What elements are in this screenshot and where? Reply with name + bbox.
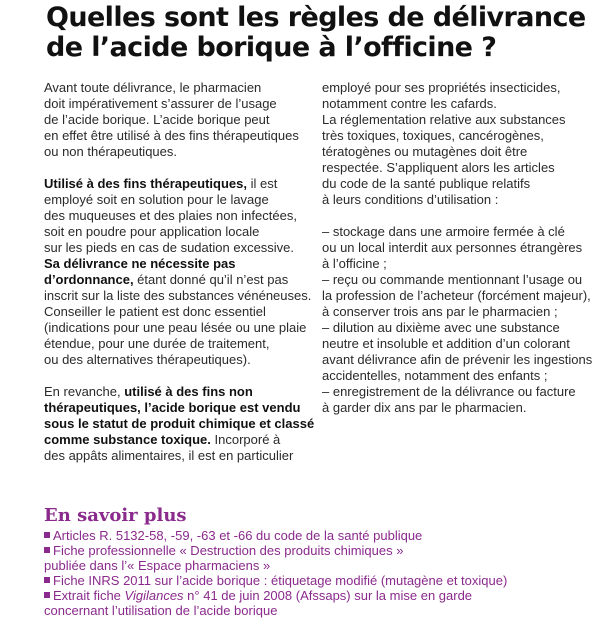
square-bullet-icon bbox=[44, 532, 50, 538]
text-line: avant délivrance afin de prévenir les ingestions bbox=[322, 352, 593, 367]
text-line: doit impérativement s’assurer de l’usage bbox=[44, 96, 277, 111]
reference-text: Extrait fiche bbox=[53, 588, 125, 603]
bold-text-line: thérapeutiques, l’acide borique est vendu bbox=[44, 400, 301, 415]
square-bullet-icon bbox=[44, 592, 50, 598]
reference-text-continued[interactable]: concernant l’utilisation de l’acide borique bbox=[44, 603, 278, 618]
text-line: étendue, pour une durée de traitement, bbox=[44, 336, 270, 351]
paragraph-intro bbox=[44, 80, 314, 160]
text-line: à garder dix ans par le pharmacien. bbox=[322, 400, 527, 415]
paragraph-gap bbox=[44, 160, 314, 176]
paragraph-gap bbox=[44, 368, 314, 384]
text-line: tératogènes ou mutagènes doit être bbox=[322, 144, 528, 159]
text-line: accidentelles, notamment des enfants ; bbox=[322, 368, 548, 383]
text-line: ou un local interdit aux personnes étrangères bbox=[322, 240, 583, 255]
publication-name: Vigilances bbox=[124, 588, 184, 603]
text-line: très toxiques, toxiques, cancérogènes, bbox=[322, 128, 544, 143]
text-line: – enregistrement de la délivrance ou facture bbox=[322, 384, 576, 399]
text-line bbox=[44, 176, 314, 192]
reference-link[interactable] bbox=[44, 543, 604, 558]
learn-more-item[interactable] bbox=[44, 528, 604, 543]
learn-more-item[interactable] bbox=[44, 573, 604, 588]
text-line: ou des alternatives thérapeutiques). bbox=[44, 352, 251, 367]
title-line-2: de l’acide borique à l’officine ? bbox=[46, 32, 497, 63]
reference-text: Articles R. 5132-58, -59, -63 et -66 du code de la santé publique bbox=[53, 528, 423, 543]
text-line: – reçu ou commande mentionnant l’usage ou bbox=[322, 272, 583, 287]
bold-text-line: Sa délivrance ne nécessite pas bbox=[44, 256, 236, 271]
text-line: neutre et insoluble et addition d’un colorant bbox=[322, 336, 570, 351]
text-line: du code de la santé publique relatifs bbox=[322, 176, 531, 191]
text-line: de l’acide borique. L’acide borique peut bbox=[44, 112, 270, 127]
text-line bbox=[44, 432, 314, 448]
text-line bbox=[44, 384, 314, 400]
bold-text: Utilisé à des fins thérapeutiques, bbox=[44, 176, 247, 191]
text-run: il est bbox=[247, 176, 278, 191]
learn-more-item[interactable] bbox=[44, 588, 604, 618]
text-line: des muqueuses et des plaies non infectées, bbox=[44, 208, 297, 223]
bold-text: d’ordonnance, bbox=[44, 272, 134, 287]
right-column bbox=[322, 80, 607, 416]
text-line: la profession de l’acheteur (forcément majeur), bbox=[322, 288, 591, 303]
square-bullet-icon bbox=[44, 577, 50, 583]
text-line: – dilution au dixième avec une substance bbox=[322, 320, 560, 335]
reference-text: Fiche professionnelle « Destruction des produits chimiques » bbox=[53, 543, 404, 558]
text-run: étant donné qu’il n’est pas bbox=[133, 272, 289, 287]
text-line: notamment contre les cafards. bbox=[322, 96, 497, 111]
text-line: des appâts alimentaires, il est en particulier bbox=[44, 448, 294, 463]
reference-text: n° 41 de juin 2008 (Afssaps) sur la mise en garde bbox=[183, 588, 473, 603]
text-line: La réglementation relative aux substances bbox=[322, 112, 566, 127]
paragraph-conditions-list bbox=[322, 224, 607, 416]
text-line: en effet être utilisé à des fins thérapeutiques bbox=[44, 128, 299, 143]
learn-more-box bbox=[44, 506, 604, 618]
learn-more-item[interactable] bbox=[44, 543, 604, 573]
title-line-1: Quelles sont les règles de délivrance bbox=[46, 2, 586, 33]
text-line: à leurs conditions d’utilisation : bbox=[322, 192, 499, 207]
reference-link[interactable] bbox=[44, 573, 604, 588]
text-line: sur les pieds en cas de sudation excessive. bbox=[44, 240, 295, 255]
learn-more-heading: En savoir plus bbox=[44, 505, 187, 526]
bold-text: comme substance toxique. bbox=[44, 432, 211, 447]
text-line: employé pour ses propriétés insecticides, bbox=[322, 80, 561, 95]
paragraph-therapeutic bbox=[44, 176, 314, 368]
text-line: à conserver trois ans par le pharmacien ; bbox=[322, 304, 558, 319]
text-line bbox=[44, 272, 314, 288]
text-line: respectée. S’appliquent alors les articles bbox=[322, 160, 555, 175]
text-run: Incorporé à bbox=[210, 432, 281, 447]
learn-more-list bbox=[44, 528, 604, 618]
text-line: Conseiller le patient est donc essentiel bbox=[44, 304, 266, 319]
paragraph-gap bbox=[322, 208, 607, 224]
text-line: employé soit en solution pour le lavage bbox=[44, 192, 269, 207]
text-line: ou non thérapeutiques. bbox=[44, 144, 177, 159]
square-bullet-icon bbox=[44, 547, 50, 553]
reference-text: Fiche INRS 2011 sur l’acide borique : étiquetage modifié (mutagène et toxique) bbox=[53, 573, 508, 588]
text-run: En revanche, bbox=[44, 384, 125, 399]
paragraph-non-therapeutic bbox=[44, 384, 314, 464]
text-line: Avant toute délivrance, le pharmacien bbox=[44, 80, 262, 95]
bold-text-line: sous le statut de produit chimique et classé bbox=[44, 416, 315, 431]
paragraph-regulation bbox=[322, 80, 607, 208]
page-title bbox=[46, 3, 606, 63]
text-line: – stockage dans une armoire fermée à clé bbox=[322, 224, 565, 239]
reference-link[interactable] bbox=[44, 588, 604, 603]
left-column bbox=[44, 80, 314, 464]
text-line: soit en poudre pour application locale bbox=[44, 224, 260, 239]
text-line: (indications pour une peau lésée ou une plaie bbox=[44, 320, 307, 335]
text-line: à l’officine ; bbox=[322, 256, 387, 271]
reference-link[interactable] bbox=[44, 528, 604, 543]
bold-text: utilisé à des fins non bbox=[124, 384, 253, 399]
text-line: inscrit sur la liste des substances vénéneuses. bbox=[44, 288, 312, 303]
reference-text-continued[interactable]: publiée dans l’« Espace pharmaciens » bbox=[44, 558, 271, 573]
